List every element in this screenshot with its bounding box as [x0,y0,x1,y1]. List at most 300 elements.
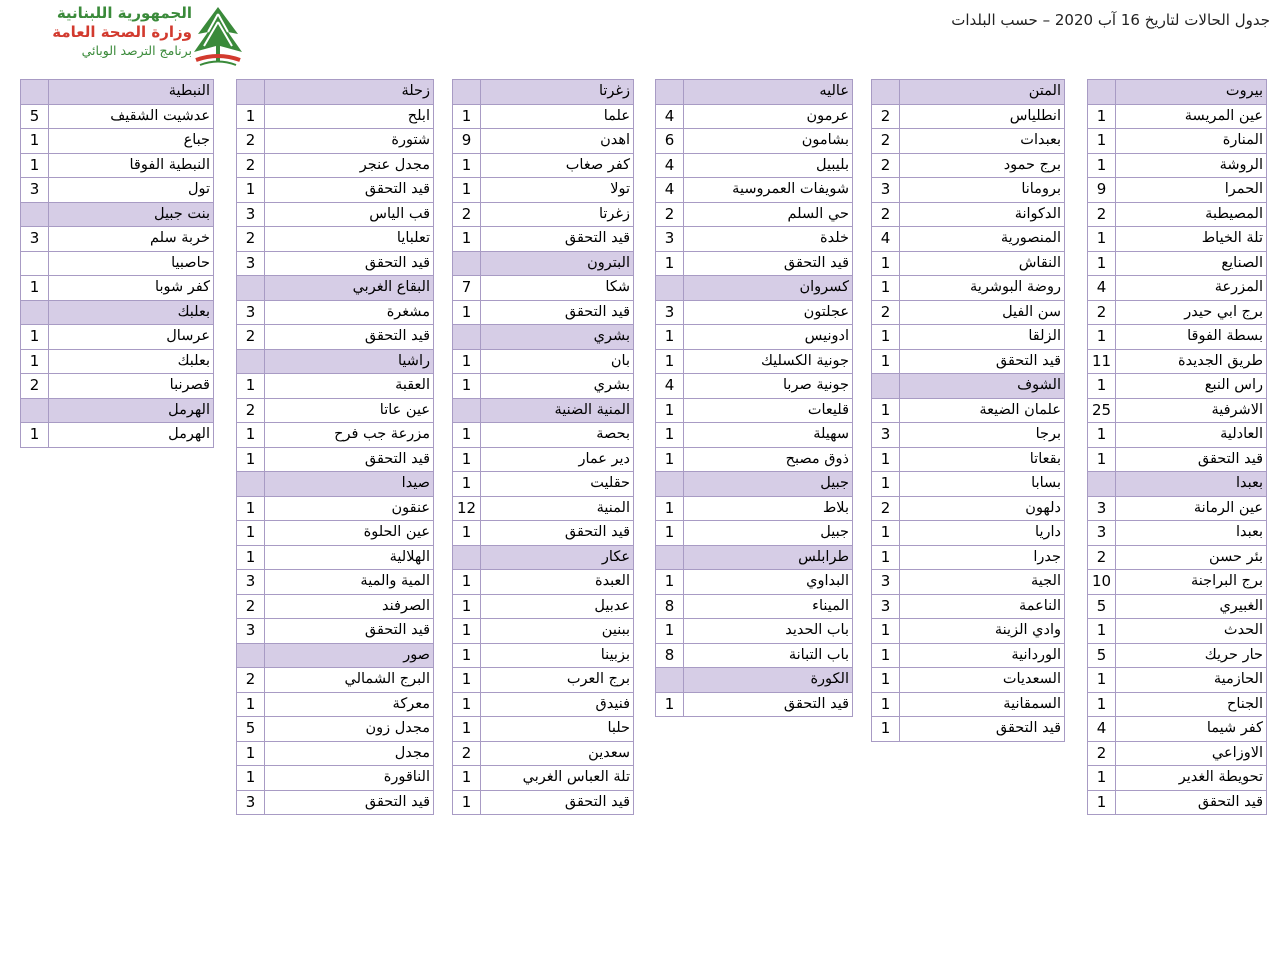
town-name: حي السلم [684,202,853,227]
district-header-blank [453,398,481,423]
table-row [1088,692,1267,717]
town-name: العبدة [481,570,634,595]
case-count: 1 [1088,790,1116,815]
town-name: برج العرب [481,668,634,693]
case-count: 1 [1088,668,1116,693]
town-name: زغرتا [481,202,634,227]
town-name: قصرنبا [49,374,214,399]
district-name: بعلبك [49,300,214,325]
table-row [21,349,214,374]
town-name: بسطة الفوقا [1116,325,1267,350]
table-row [872,423,1065,448]
case-count: 2 [872,129,900,154]
case-count: 1 [237,766,265,791]
town-name: قب الياس [265,202,434,227]
town-name: قيد التحقق [900,349,1065,374]
table-row [21,276,214,301]
case-count: 1 [453,521,481,546]
district-name: المنية الضنية [481,398,634,423]
district-header-row [453,80,634,105]
town-name: الصنايع [1116,251,1267,276]
town-name: شتورة [265,129,434,154]
table-row [656,692,853,717]
town-name: مشغرة [265,300,434,325]
case-count: 1 [21,349,49,374]
district-header-row [453,545,634,570]
town-name: بشري [481,374,634,399]
table-row [453,766,634,791]
case-count: 1 [1088,325,1116,350]
town-name: خربة سلم [49,227,214,252]
case-count: 1 [656,251,684,276]
table-row [1088,129,1267,154]
table-row [872,202,1065,227]
table-row [656,325,853,350]
table-row [1088,668,1267,693]
town-name: الاشرفية [1116,398,1267,423]
case-count: 3 [872,178,900,203]
case-count: 1 [21,276,49,301]
town-name: عين الحلوة [265,521,434,546]
town-name: برجا [900,423,1065,448]
town-name: جبيل [684,521,853,546]
case-count: 1 [237,521,265,546]
town-name: عين عاتا [265,398,434,423]
case-count: 1 [237,545,265,570]
town-name: بزبينا [481,643,634,668]
table-row [656,594,853,619]
case-count: 3 [656,227,684,252]
table-row [453,374,634,399]
case-count: 1 [656,570,684,595]
case-count: 1 [1088,766,1116,791]
table-row [872,570,1065,595]
case-count: 6 [656,129,684,154]
case-count: 1 [453,300,481,325]
table-row [453,570,634,595]
town-name: برج البراجنة [1116,570,1267,595]
case-count: 1 [872,349,900,374]
town-name: حلبا [481,717,634,742]
table-row [872,153,1065,178]
table-row [1088,276,1267,301]
town-name: قيد التحقق [265,619,434,644]
town-name: البداوي [684,570,853,595]
table-row [1088,643,1267,668]
case-count: 9 [1088,178,1116,203]
town-name: قيد التحقق [481,521,634,546]
case-count: 3 [21,227,49,252]
town-name: النقاش [900,251,1065,276]
case-count: 1 [656,619,684,644]
table-row [656,521,853,546]
town-name: برج حمود [900,153,1065,178]
table-row [21,423,214,448]
district-header-blank [21,80,49,105]
case-count: 1 [656,423,684,448]
town-name: تعلبايا [265,227,434,252]
town-name: بحصة [481,423,634,448]
case-count: 1 [453,668,481,693]
table-row [872,276,1065,301]
town-name: ببنين [481,619,634,644]
district-header-row [21,80,214,105]
town-name: جونية الكسليك [684,349,853,374]
case-count: 1 [1088,129,1116,154]
town-name: حاصبيا [49,251,214,276]
district-header-row [453,325,634,350]
case-count: 4 [656,104,684,129]
district-name: النبطية [49,80,214,105]
table-row [237,300,434,325]
district-header-blank [237,472,265,497]
case-count: 2 [872,153,900,178]
table-row [237,325,434,350]
case-count: 8 [656,643,684,668]
case-count: 4 [1088,717,1116,742]
case-count: 3 [237,202,265,227]
table-row [453,668,634,693]
town-name: علما [481,104,634,129]
case-count [21,251,49,276]
case-count: 2 [453,741,481,766]
town-name: الناعمة [900,594,1065,619]
district-header-blank [656,668,684,693]
table-row [453,594,634,619]
case-count: 5 [1088,594,1116,619]
district-header-row [1088,472,1267,497]
page-title: جدول الحالات لتاريخ 16 آب 2020 – حسب البلدات [951,11,1270,29]
table-row [656,300,853,325]
table-row [656,202,853,227]
town-name: الوردانية [900,643,1065,668]
case-count: 2 [237,325,265,350]
case-count: 4 [656,178,684,203]
district-header-row [453,398,634,423]
case-count: 1 [237,447,265,472]
town-name: قيد التحقق [265,325,434,350]
town-name: برج ابي حيدر [1116,300,1267,325]
table-row [872,447,1065,472]
town-name: بئر حسن [1116,545,1267,570]
case-count: 1 [1088,374,1116,399]
table-row [1088,398,1267,423]
town-name: قيد التحقق [265,178,434,203]
case-count: 1 [872,398,900,423]
table-row [453,521,634,546]
table-row [656,129,853,154]
table-row [21,325,214,350]
town-name: العادلية [1116,423,1267,448]
district-name: عاليه [684,80,853,105]
table-row [237,104,434,129]
district-name: راشيا [265,349,434,374]
table-row [21,251,214,276]
case-count: 3 [872,423,900,448]
case-count: 3 [237,619,265,644]
table-row [872,643,1065,668]
town-name: الناقورة [265,766,434,791]
case-count: 1 [872,692,900,717]
case-count: 1 [872,643,900,668]
district-header-row [656,276,853,301]
case-count: 1 [453,594,481,619]
table-row [656,398,853,423]
table-row [237,178,434,203]
town-name: قليعات [684,398,853,423]
town-name: الهلالية [265,545,434,570]
table-row [656,423,853,448]
town-name: الحازمية [1116,668,1267,693]
table-row [872,472,1065,497]
table-row [1088,325,1267,350]
district-header-blank [1088,80,1116,105]
town-name: قيد التحقق [481,227,634,252]
town-name: داريا [900,521,1065,546]
case-count: 1 [1088,619,1116,644]
district-header-row [237,349,434,374]
table-row [237,129,434,154]
town-name: قيد التحقق [684,251,853,276]
town-name: الغبيري [1116,594,1267,619]
table-row [656,496,853,521]
case-count: 1 [237,692,265,717]
town-name: قيد التحقق [1116,790,1267,815]
table-row [237,521,434,546]
district-name: بيروت [1116,80,1267,105]
table-row [872,251,1065,276]
case-count: 4 [1088,276,1116,301]
table-row [237,717,434,742]
table-row [1088,619,1267,644]
case-count: 2 [872,104,900,129]
district-header-blank [21,398,49,423]
case-count: 1 [872,325,900,350]
district-header-row [656,668,853,693]
town-name: قيد التحقق [265,790,434,815]
table-row [1088,570,1267,595]
logo-text [20,4,192,60]
table-row [237,741,434,766]
case-count: 2 [237,668,265,693]
case-count: 2 [237,594,265,619]
table-row [237,545,434,570]
table-row [453,496,634,521]
table-row [1088,717,1267,742]
table-row [1088,423,1267,448]
table-row [1088,545,1267,570]
town-name: الروشة [1116,153,1267,178]
town-name: انطلياس [900,104,1065,129]
table-row [453,300,634,325]
table-row [656,643,853,668]
town-name: عجلتون [684,300,853,325]
town-name: بسابا [900,472,1065,497]
town-name: باب الحديد [684,619,853,644]
case-count: 1 [237,178,265,203]
district-header-blank [237,80,265,105]
table-row [1088,104,1267,129]
table-row [1088,251,1267,276]
district-header-row [237,472,434,497]
table-row [1088,741,1267,766]
town-name: الحدث [1116,619,1267,644]
table-row [453,472,634,497]
town-name: بشامون [684,129,853,154]
district-name: زحلة [265,80,434,105]
town-name: جونية صربا [684,374,853,399]
case-count: 3 [237,300,265,325]
town-name: شويفات العمروسية [684,178,853,203]
district-header-row [453,251,634,276]
town-name: المنارة [1116,129,1267,154]
table-row [237,766,434,791]
case-count: 1 [872,521,900,546]
town-name: النبطية الفوقا [49,153,214,178]
table-row [21,104,214,129]
district-name: طرابلس [684,545,853,570]
town-name: المنية [481,496,634,521]
case-count: 5 [237,717,265,742]
table-row [872,325,1065,350]
table-row [237,202,434,227]
town-name: بليبيل [684,153,853,178]
case-count: 1 [1088,104,1116,129]
town-name: كفر شيما [1116,717,1267,742]
district-header-blank [237,349,265,374]
case-count: 1 [656,325,684,350]
town-name: سهيلة [684,423,853,448]
table-row [453,104,634,129]
table-row [453,692,634,717]
case-count: 1 [453,472,481,497]
town-name: ابلح [265,104,434,129]
district-header-blank [656,276,684,301]
case-count: 3 [237,251,265,276]
case-count: 2 [453,202,481,227]
table-row [1088,594,1267,619]
logo-line-republic: الجمهورية اللبنانية [56,4,192,22]
town-name: مجدل [265,741,434,766]
table-row [872,619,1065,644]
district-header-row [872,374,1065,399]
table-row [1088,766,1267,791]
district-header-row [237,276,434,301]
table-row [1088,227,1267,252]
table-row [872,496,1065,521]
case-count: 3 [872,570,900,595]
district-header-row [21,398,214,423]
district-name: البترون [481,251,634,276]
case-count: 1 [656,349,684,374]
town-name: جدرا [900,545,1065,570]
case-count: 4 [656,153,684,178]
case-count: 3 [1088,496,1116,521]
table-row [237,692,434,717]
district-name: المتن [900,80,1065,105]
table-row [237,570,434,595]
table-metn-chouf [871,79,1065,742]
town-name: وادي الزينة [900,619,1065,644]
table-row [237,790,434,815]
case-count: 1 [656,447,684,472]
district-header-blank [21,202,49,227]
district-name: كسروان [684,276,853,301]
table-row [21,178,214,203]
town-name: السعديات [900,668,1065,693]
case-count: 1 [656,398,684,423]
table-row [453,178,634,203]
table-row [237,374,434,399]
town-name: عرمون [684,104,853,129]
town-name: فنيدق [481,692,634,717]
town-name: الجناح [1116,692,1267,717]
case-count: 2 [1088,202,1116,227]
town-name: قيد التحقق [1116,447,1267,472]
table-row [453,717,634,742]
town-name: تلة العباس الغربي [481,766,634,791]
town-name: خلدة [684,227,853,252]
table-row [453,276,634,301]
case-count: 12 [453,496,481,521]
case-count: 1 [1088,423,1116,448]
table-zgharta-akkar [452,79,634,815]
town-name: الميناء [684,594,853,619]
town-name: المزرعة [1116,276,1267,301]
case-count: 2 [656,202,684,227]
case-count: 1 [453,153,481,178]
table-row [1088,521,1267,546]
case-count: 2 [237,129,265,154]
district-header-blank [453,80,481,105]
town-name: قيد التحقق [481,790,634,815]
town-name: روضة البوشرية [900,276,1065,301]
case-count: 1 [453,619,481,644]
district-header-blank [21,300,49,325]
table-row [656,619,853,644]
district-name: الكورة [684,668,853,693]
table-row [656,349,853,374]
table-row [453,349,634,374]
town-name: سن الفيل [900,300,1065,325]
district-header-row [237,643,434,668]
table-row [453,619,634,644]
town-name: عين المريسة [1116,104,1267,129]
table-row [656,104,853,129]
case-count: 2 [237,398,265,423]
cedar-tree-icon [190,4,246,68]
town-name: بلاط [684,496,853,521]
case-count: 1 [453,570,481,595]
table-row [237,398,434,423]
case-count: 1 [237,496,265,521]
district-header-row [1088,80,1267,105]
case-count: 1 [453,692,481,717]
table-row [872,692,1065,717]
case-count: 2 [237,153,265,178]
district-header-row [656,472,853,497]
table-row [237,423,434,448]
case-count: 1 [656,692,684,717]
district-name: بعبدا [1116,472,1267,497]
case-count: 1 [453,349,481,374]
district-header-blank [453,251,481,276]
case-count: 1 [21,153,49,178]
town-name: كفر صغاب [481,153,634,178]
table-row [1088,300,1267,325]
table-row [1088,447,1267,472]
case-count: 1 [237,741,265,766]
